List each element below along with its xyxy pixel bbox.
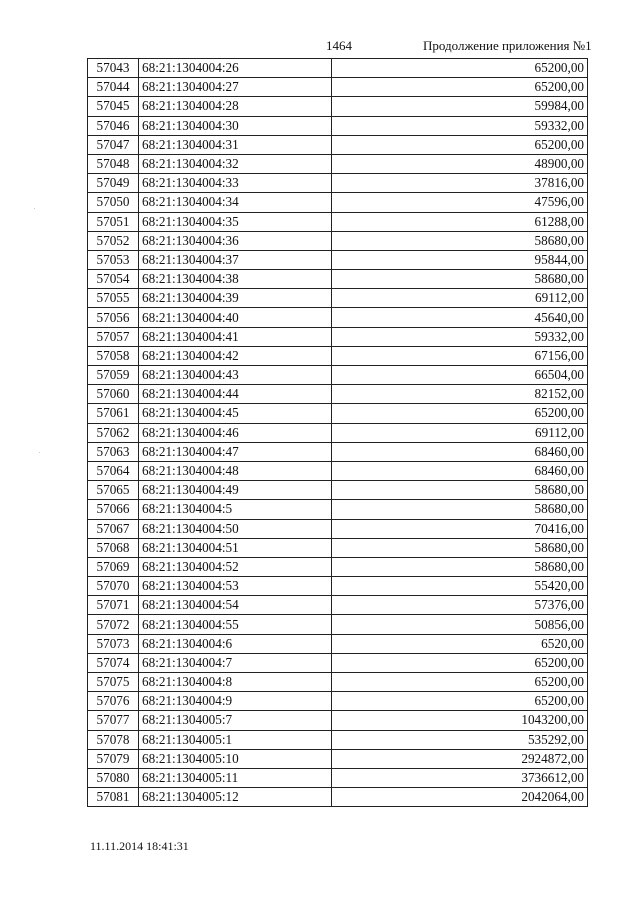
table-row: [88, 193, 588, 212]
row-id-cell: 57048: [88, 154, 139, 173]
amount-cell: 2924872,00: [332, 749, 588, 768]
row-id-cell: 57045: [88, 97, 139, 116]
amount-cell: 68460,00: [332, 461, 588, 480]
amount-cell: 55420,00: [332, 577, 588, 596]
cadastral-number-cell: 68:21:1304004:35: [139, 212, 332, 231]
table-row: [88, 615, 588, 634]
cadastral-number-cell: 68:21:1304004:45: [139, 404, 332, 423]
cadastral-number-cell: 68:21:1304005:7: [139, 711, 332, 730]
amount-cell: 65200,00: [332, 692, 588, 711]
data-table: [87, 58, 588, 807]
cadastral-number-cell: 68:21:1304004:46: [139, 423, 332, 442]
table-row: [88, 788, 588, 807]
table-row: [88, 270, 588, 289]
row-id-cell: 57061: [88, 404, 139, 423]
table-row: [88, 231, 588, 250]
row-id-cell: 57055: [88, 289, 139, 308]
cadastral-number-cell: 68:21:1304004:44: [139, 385, 332, 404]
cadastral-number-cell: 68:21:1304004:7: [139, 653, 332, 672]
row-id-cell: 57062: [88, 423, 139, 442]
cadastral-number-cell: 68:21:1304004:50: [139, 519, 332, 538]
cadastral-number-cell: 68:21:1304004:51: [139, 538, 332, 557]
table-row: [88, 749, 588, 768]
table-row: [88, 577, 588, 596]
page-number: 1464: [326, 38, 352, 53]
row-id-cell: 57079: [88, 749, 139, 768]
table-row: [88, 404, 588, 423]
table-row: [88, 711, 588, 730]
cadastral-number-cell: 68:21:1304004:9: [139, 692, 332, 711]
cadastral-number-cell: 68:21:1304004:42: [139, 346, 332, 365]
amount-cell: 3736612,00: [332, 768, 588, 787]
table-row: [88, 692, 588, 711]
row-id-cell: 57060: [88, 385, 139, 404]
cadastral-number-cell: 68:21:1304004:47: [139, 442, 332, 461]
row-id-cell: 57069: [88, 557, 139, 576]
amount-cell: 82152,00: [332, 385, 588, 404]
cadastral-number-cell: 68:21:1304004:30: [139, 116, 332, 135]
table-row: [88, 308, 588, 327]
row-id-cell: 57078: [88, 730, 139, 749]
margin-mark: [39, 452, 40, 453]
amount-cell: 59332,00: [332, 327, 588, 346]
table-row: [88, 519, 588, 538]
row-id-cell: 57044: [88, 78, 139, 97]
cadastral-number-cell: 68:21:1304004:8: [139, 673, 332, 692]
print-timestamp: 11.11.2014 18:41:31: [90, 839, 189, 853]
row-id-cell: 57059: [88, 366, 139, 385]
amount-cell: 58680,00: [332, 557, 588, 576]
row-id-cell: 57077: [88, 711, 139, 730]
amount-cell: 58680,00: [332, 231, 588, 250]
cadastral-number-cell: 68:21:1304004:39: [139, 289, 332, 308]
table-row: [88, 557, 588, 576]
row-id-cell: 57047: [88, 135, 139, 154]
row-id-cell: 57053: [88, 250, 139, 269]
amount-cell: 95844,00: [332, 250, 588, 269]
amount-cell: 50856,00: [332, 615, 588, 634]
row-id-cell: 57071: [88, 596, 139, 615]
table-row: [88, 174, 588, 193]
row-id-cell: 57054: [88, 270, 139, 289]
cadastral-number-cell: 68:21:1304004:37: [139, 250, 332, 269]
cadastral-number-cell: 68:21:1304005:11: [139, 768, 332, 787]
amount-cell: 1043200,00: [332, 711, 588, 730]
amount-cell: 65200,00: [332, 135, 588, 154]
row-id-cell: 57068: [88, 538, 139, 557]
cadastral-number-cell: 68:21:1304004:26: [139, 59, 332, 78]
row-id-cell: 57050: [88, 193, 139, 212]
row-id-cell: 57046: [88, 116, 139, 135]
amount-cell: 67156,00: [332, 346, 588, 365]
amount-cell: 59984,00: [332, 97, 588, 116]
cadastral-number-cell: 68:21:1304004:52: [139, 557, 332, 576]
amount-cell: 65200,00: [332, 673, 588, 692]
margin-mark: [34, 208, 35, 209]
row-id-cell: 57063: [88, 442, 139, 461]
row-id-cell: 57081: [88, 788, 139, 807]
table-row: [88, 673, 588, 692]
table-row: [88, 250, 588, 269]
cadastral-number-cell: 68:21:1304004:33: [139, 174, 332, 193]
amount-cell: 58680,00: [332, 500, 588, 519]
amount-cell: 48900,00: [332, 154, 588, 173]
cadastral-number-cell: 68:21:1304004:54: [139, 596, 332, 615]
amount-cell: 58680,00: [332, 538, 588, 557]
cadastral-number-cell: 68:21:1304005:10: [139, 749, 332, 768]
amount-cell: 59332,00: [332, 116, 588, 135]
table-row: [88, 596, 588, 615]
row-id-cell: 57064: [88, 461, 139, 480]
cadastral-number-cell: 68:21:1304004:40: [139, 308, 332, 327]
cadastral-number-cell: 68:21:1304004:41: [139, 327, 332, 346]
amount-cell: 2042064,00: [332, 788, 588, 807]
amount-cell: 70416,00: [332, 519, 588, 538]
table-row: [88, 327, 588, 346]
amount-cell: 47596,00: [332, 193, 588, 212]
cadastral-number-cell: 68:21:1304004:43: [139, 366, 332, 385]
table-row: [88, 442, 588, 461]
table-body: [88, 59, 588, 807]
amount-cell: 57376,00: [332, 596, 588, 615]
cadastral-number-cell: 68:21:1304004:38: [139, 270, 332, 289]
row-id-cell: 57049: [88, 174, 139, 193]
table-row: [88, 385, 588, 404]
table-row: [88, 97, 588, 116]
amount-cell: 37816,00: [332, 174, 588, 193]
cadastral-number-cell: 68:21:1304005:1: [139, 730, 332, 749]
amount-cell: 68460,00: [332, 442, 588, 461]
row-id-cell: 57065: [88, 481, 139, 500]
row-id-cell: 57058: [88, 346, 139, 365]
cadastral-number-cell: 68:21:1304004:32: [139, 154, 332, 173]
row-id-cell: 57070: [88, 577, 139, 596]
table-row: [88, 423, 588, 442]
table-row: [88, 154, 588, 173]
table-row: [88, 730, 588, 749]
amount-cell: 66504,00: [332, 366, 588, 385]
cadastral-number-cell: 68:21:1304005:12: [139, 788, 332, 807]
cadastral-number-cell: 68:21:1304004:53: [139, 577, 332, 596]
cadastral-number-cell: 68:21:1304004:36: [139, 231, 332, 250]
table-row: [88, 289, 588, 308]
cadastral-number-cell: 68:21:1304004:28: [139, 97, 332, 116]
amount-cell: 65200,00: [332, 653, 588, 672]
header-note: Продолжение приложения №1: [423, 38, 592, 53]
amount-cell: 45640,00: [332, 308, 588, 327]
row-id-cell: 57056: [88, 308, 139, 327]
row-id-cell: 57043: [88, 59, 139, 78]
amount-cell: 69112,00: [332, 423, 588, 442]
amount-cell: 58680,00: [332, 481, 588, 500]
cadastral-number-cell: 68:21:1304004:5: [139, 500, 332, 519]
table-row: [88, 59, 588, 78]
cadastral-number-cell: 68:21:1304004:49: [139, 481, 332, 500]
amount-cell: 61288,00: [332, 212, 588, 231]
row-id-cell: 57075: [88, 673, 139, 692]
cadastral-number-cell: 68:21:1304004:48: [139, 461, 332, 480]
table-row: [88, 346, 588, 365]
amount-cell: 6520,00: [332, 634, 588, 653]
table-row: [88, 135, 588, 154]
row-id-cell: 57076: [88, 692, 139, 711]
table-row: [88, 634, 588, 653]
row-id-cell: 57051: [88, 212, 139, 231]
amount-cell: 535292,00: [332, 730, 588, 749]
table-row: [88, 481, 588, 500]
table-row: [88, 116, 588, 135]
row-id-cell: 57067: [88, 519, 139, 538]
cadastral-number-cell: 68:21:1304004:27: [139, 78, 332, 97]
row-id-cell: 57073: [88, 634, 139, 653]
table-row: [88, 653, 588, 672]
row-id-cell: 57066: [88, 500, 139, 519]
amount-cell: 65200,00: [332, 404, 588, 423]
row-id-cell: 57072: [88, 615, 139, 634]
table-row: [88, 538, 588, 557]
row-id-cell: 57080: [88, 768, 139, 787]
table-row: [88, 212, 588, 231]
amount-cell: 65200,00: [332, 59, 588, 78]
amount-cell: 69112,00: [332, 289, 588, 308]
row-id-cell: 57074: [88, 653, 139, 672]
table-row: [88, 461, 588, 480]
cadastral-number-cell: 68:21:1304004:6: [139, 634, 332, 653]
table-row: [88, 768, 588, 787]
table-row: [88, 78, 588, 97]
cadastral-number-cell: 68:21:1304004:34: [139, 193, 332, 212]
table-row: [88, 366, 588, 385]
table-row: [88, 500, 588, 519]
amount-cell: 65200,00: [332, 78, 588, 97]
row-id-cell: 57052: [88, 231, 139, 250]
amount-cell: 58680,00: [332, 270, 588, 289]
row-id-cell: 57057: [88, 327, 139, 346]
cadastral-number-cell: 68:21:1304004:55: [139, 615, 332, 634]
cadastral-number-cell: 68:21:1304004:31: [139, 135, 332, 154]
